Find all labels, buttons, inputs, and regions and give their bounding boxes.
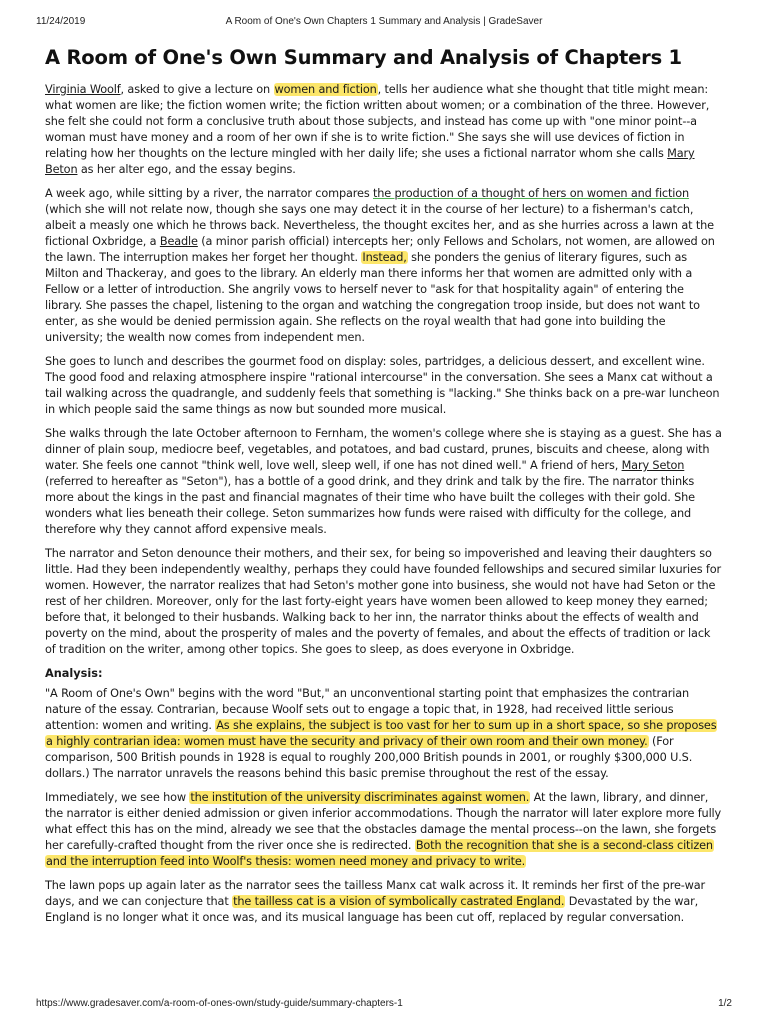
mary-beton-link[interactable]: Mary Beton (45, 147, 695, 176)
p4-text-b: (referred to hereafter as "Seton"), has a bottle of a good drink, and they drink and talk by the fire. The narrator thinks more about the kings in the past and financial magnates of their time who have built the colleges with their gold. She wonders what lies beneath their college. Seton summarizes how funds were raised with difficulty for the college, and therefore why they cannot afford expensive meals. (45, 475, 695, 536)
analysis-paragraph-3 (45, 878, 723, 926)
p1-text-b: , tells her audience what she thought that title might mean: what women are like; the fiction women write; the fiction written about women; or a combination of the three. However, she felt she could not form a conclusive truth about those subjects, and instead has come up with "one minor point--a woman must have money and a room of her own if she is to write fiction." She says she will use devices of fiction in relating how her thoughts on the lecture mingled with her daily life; she uses a fictional narrator whom she calls (45, 83, 710, 160)
p2-text-b: (which she will not relate now, though she says one may detect it in the course of her lecture) to a fisherman's catch, albeit a measly one which he throws back. Nevertheless, the thought excites her, and as she hurries across a lawn at the fictional Oxbridge, a (45, 203, 714, 248)
beadle-link[interactable]: Beadle (159, 235, 198, 248)
paragraph-5: The narrator and Seton denounce their mothers, and their sex, for being so impoverished and leaving their daughters so little. Had they been independently wealthy, perhaps they could have founded fellowships and secured similar luxuries for women. However, the narrator realizes that had Seton's mother gone into business, she would not have had Seton or the rest of her children. Moreover, only for the last forty-eight years have women been allowed to keep money they earned; before that, it belonged to their husbands. Walking back to her inn, the narrator thinks about the effects of wealth and poverty on the mind, about the prosperity of males and the poverty of females, and about the effects of tradition or lack of tradition on the writer, among other topics. She goes to sleep, as does everyone in Oxbridge. (45, 547, 722, 656)
a3-text-b: Devastated by the war, England is no longer what it once was, and its musical language has been cut off, replaced by regular conversation. (45, 895, 699, 924)
highlight-tailless-cat: the tailless cat is a vision of symbolically castrated England. (233, 895, 565, 908)
a1-text-b: (For comparison, 500 British pounds in 1928 is equal to roughly 200,000 British pounds in 2001, or roughly $300,000 U.S. dollars.) The narrator unravels the reasons behind this basic premise throughout the rest of the essay. (45, 735, 693, 780)
print-footer (36, 998, 732, 1012)
a3-text-a: The lawn pops up again later as the narrator sees the tailless Manx cat walk across it. It reminds her first of the pre-war days, and we can conjecture that (45, 879, 706, 908)
underline-production-of-thought: the production of a thought of hers on women and fiction (373, 187, 690, 200)
mary-seton-link[interactable]: Mary Seton (621, 459, 685, 472)
a2-text-a: Immediately, we see how (45, 791, 190, 804)
p2-text-c: (a minor parish official) intercepts her; only Fellows and Scholars, not women, are allowed on the lawn. The interruption makes her forget her thought. (45, 235, 715, 264)
p2-text-a: A week ago, while sitting by a river, the narrator compares (45, 187, 373, 200)
print-url: https://www.gradesaver.com/a-room-of-ones-own/study-guide/summary-chapters-1 (36, 998, 403, 1009)
p1-text-c: as her alter ego, and the essay begins. (77, 163, 296, 176)
paragraph-1 (45, 82, 723, 178)
analysis-paragraph-2 (45, 790, 723, 870)
print-header (36, 16, 732, 30)
p4-text-a: She walks through the late October afternoon to Fernham, the women's college where she is staying as a guest. She has a dinner of plain soup, mediocre beef, vegetables, and potatoes, and bad custard, prunes, biscuits and cheese, along with water. She feels one cannot "think well, love well, sleep well, if one has not dined well." A friend of hers, (45, 427, 722, 472)
a2-text-b: At the lawn, library, and dinner, the narrator is either denied admission or given inferior accommodations. Though the narrator will later explore more fully what effect this has on the mind, already we see that the obstacles damage the mental process--on the lawn, she forgets her carefully-crafted thought from the river once she is redirected. (45, 791, 722, 852)
analysis-paragraph-1 (45, 686, 723, 782)
paragraph-2 (45, 186, 723, 346)
article-title: A Room of One's Own Summary and Analysis of Chapters 1 (45, 46, 682, 69)
page-number: 1/2 (718, 998, 732, 1009)
p2-text-d: she ponders the genius of literary figures, such as Milton and Thackeray, and goes to the library. An elderly man there informs her that women are admitted only with a Fellow or a letter of introduction. She angrily vows to herself never to "ask for that hospitality again" of entering the library. She passes the chapel, listening to the organ and watching the congregation troop inside, but does not want to enter, as she would be denied permission again. She reflects on the royal wealth that had gone into building the university; the wealth now comes from independent men. (45, 251, 700, 344)
paragraph-3: She goes to lunch and describes the gourmet food on display: soles, partridges, a delicious dessert, and excellent wine. The good food and relaxing atmosphere inspire "rational intercourse" in the conversation. She sees a Manx cat without a tail walking across the quadrangle, and suddenly feels that something is "lacking." She thinks back on a pre-war luncheon in which people said the same things as now but sounded more musical. (45, 355, 720, 416)
print-date: 11/24/2019 (36, 16, 86, 27)
analysis-heading: Analysis: (45, 667, 103, 680)
highlight-second-class-citizen: Both the recognition that she is a second-class citizen and the interruption feed into Woolf's thesis: women need money and privacy to write. (46, 839, 713, 868)
paragraph-4 (45, 426, 723, 538)
highlight-women-and-fiction: women and fiction (274, 83, 377, 96)
highlight-university-discriminates: the institution of the university discriminates against women. (190, 791, 530, 804)
highlight-contrarian-idea: As she explains, the subject is too vast for her to sum up in a short space, so she proposes a highly contrarian idea: women must have the security and privacy of their own room and their own money. (46, 719, 717, 748)
p1-text-a: , asked to give a lecture on (120, 83, 274, 96)
a1-text-a: "A Room of One's Own" begins with the word "But," an unconventional starting point that emphasizes the contrarian nature of the essay. Contrarian, because Woolf sets out to engage a topic that, in 1928, had received little serious attention: women and writing. (45, 687, 690, 732)
article (45, 46, 723, 934)
print-page-title: A Room of One's Own Chapters 1 Summary and Analysis | GradeSaver (225, 16, 543, 27)
virginia-woolf-link[interactable]: Virginia Woolf (45, 83, 121, 96)
highlight-instead: Instead, (362, 251, 407, 264)
